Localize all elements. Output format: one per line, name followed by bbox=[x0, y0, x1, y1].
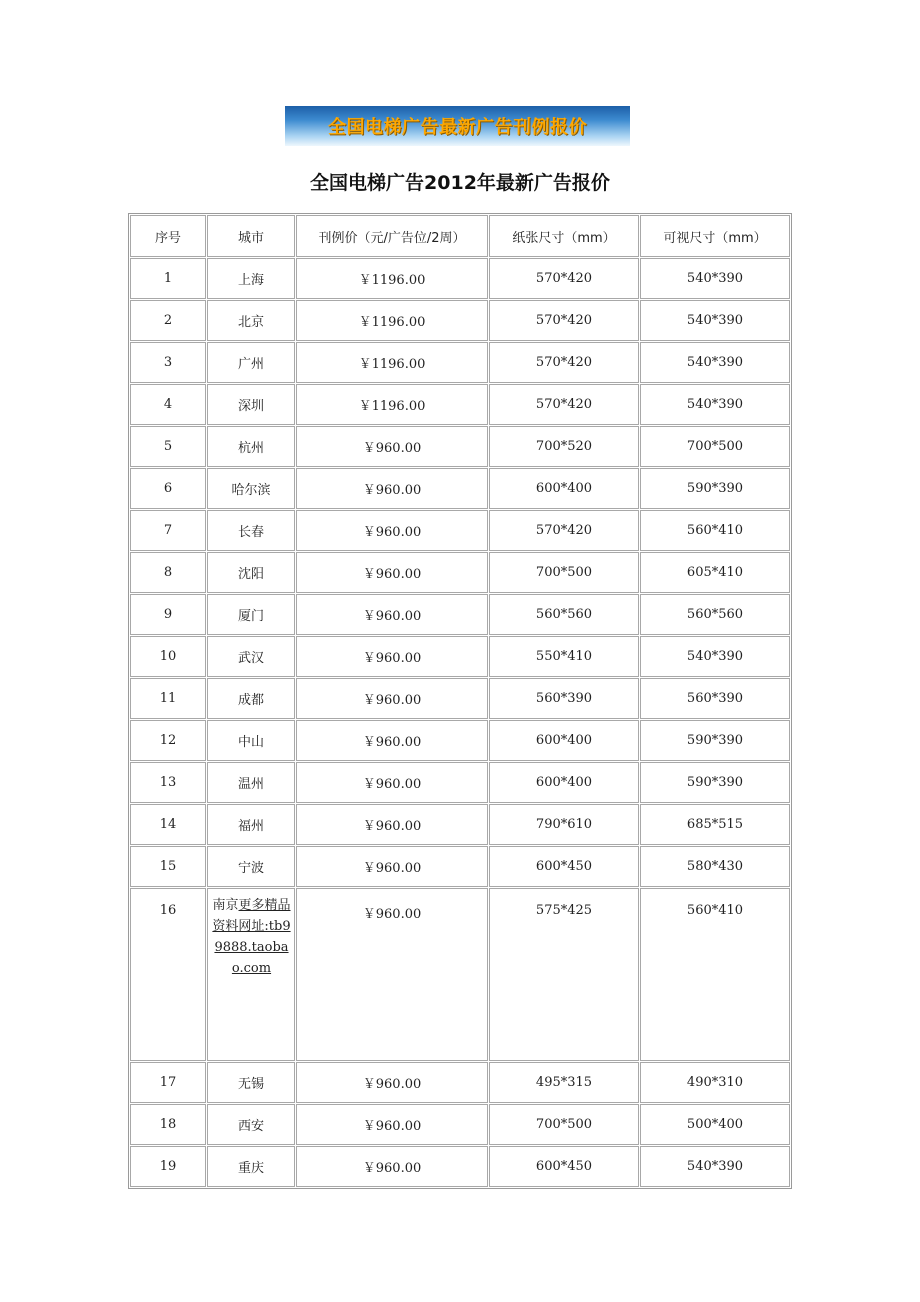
banner-text: 全国电梯广告最新广告刊例报价 bbox=[328, 117, 587, 138]
header-visible-size: 可视尺寸（mm） bbox=[640, 215, 790, 257]
row-price: ￥960.00 bbox=[296, 762, 488, 803]
row-city: 上海 bbox=[207, 258, 295, 299]
row-no: 4 bbox=[130, 384, 206, 425]
row-city: 厦门 bbox=[207, 594, 295, 635]
row-visible-size: 560*410 bbox=[640, 510, 790, 551]
row-price: ￥960.00 bbox=[296, 1104, 488, 1145]
row-visible-size: 590*390 bbox=[640, 468, 790, 509]
row-paper-size: 560*560 bbox=[489, 594, 639, 635]
row-paper-size: 570*420 bbox=[489, 258, 639, 299]
row-no: 5 bbox=[130, 426, 206, 467]
header-paper-size: 纸张尺寸（mm） bbox=[489, 215, 639, 257]
row-visible-size: 500*400 bbox=[640, 1104, 790, 1145]
row-city: 重庆 bbox=[207, 1146, 295, 1187]
row-no: 19 bbox=[130, 1146, 206, 1187]
row-price: ￥960.00 bbox=[296, 888, 488, 1061]
row-city: 广州 bbox=[207, 342, 295, 383]
table-row bbox=[130, 1062, 790, 1103]
row-visible-size: 540*390 bbox=[640, 258, 790, 299]
row-no: 17 bbox=[130, 1062, 206, 1103]
table-row bbox=[130, 300, 790, 341]
row-paper-size: 495*315 bbox=[489, 1062, 639, 1103]
row-paper-size: 550*410 bbox=[489, 636, 639, 677]
row-paper-size: 575*425 bbox=[489, 888, 639, 1061]
table-row bbox=[130, 888, 790, 1061]
row-city: 无锡 bbox=[207, 1062, 295, 1103]
table-row bbox=[130, 636, 790, 677]
row-city-note-link[interactable]: 更多精品资料网址:tb99888.taobao.com bbox=[212, 898, 291, 976]
row-paper-size: 600*450 bbox=[489, 846, 639, 887]
row-city: 温州 bbox=[207, 762, 295, 803]
row-price: ￥960.00 bbox=[296, 720, 488, 761]
table-row bbox=[130, 720, 790, 761]
row-visible-size: 590*390 bbox=[640, 762, 790, 803]
row-visible-size: 540*390 bbox=[640, 384, 790, 425]
header-no: 序号 bbox=[130, 215, 206, 257]
row-visible-size: 685*515 bbox=[640, 804, 790, 845]
row-paper-size: 700*500 bbox=[489, 1104, 639, 1145]
row-paper-size: 600*400 bbox=[489, 762, 639, 803]
row-price: ￥960.00 bbox=[296, 636, 488, 677]
row-visible-size: 580*430 bbox=[640, 846, 790, 887]
row-no: 15 bbox=[130, 846, 206, 887]
row-no: 1 bbox=[130, 258, 206, 299]
row-visible-size: 540*390 bbox=[640, 342, 790, 383]
row-visible-size: 560*410 bbox=[640, 888, 790, 1061]
row-city: 北京 bbox=[207, 300, 295, 341]
row-visible-size: 605*410 bbox=[640, 552, 790, 593]
table-header-row bbox=[130, 215, 790, 257]
row-city: 福州 bbox=[207, 804, 295, 845]
row-price: ￥1196.00 bbox=[296, 384, 488, 425]
row-price: ￥960.00 bbox=[296, 510, 488, 551]
table-row bbox=[130, 384, 790, 425]
row-city bbox=[207, 888, 295, 1061]
row-price: ￥960.00 bbox=[296, 678, 488, 719]
table-row bbox=[130, 846, 790, 887]
row-no: 7 bbox=[130, 510, 206, 551]
table-row bbox=[130, 594, 790, 635]
table-row bbox=[130, 510, 790, 551]
row-no: 8 bbox=[130, 552, 206, 593]
row-city: 武汉 bbox=[207, 636, 295, 677]
table-row bbox=[130, 762, 790, 803]
row-no: 13 bbox=[130, 762, 206, 803]
header-city: 城市 bbox=[207, 215, 295, 257]
row-city: 深圳 bbox=[207, 384, 295, 425]
table-row bbox=[130, 426, 790, 467]
row-paper-size: 570*420 bbox=[489, 510, 639, 551]
row-visible-size: 700*500 bbox=[640, 426, 790, 467]
row-visible-size: 540*390 bbox=[640, 636, 790, 677]
row-city: 中山 bbox=[207, 720, 295, 761]
page-title: 全国电梯广告2012年最新广告报价 bbox=[310, 172, 610, 194]
table-row bbox=[130, 552, 790, 593]
row-city-name: 南京 bbox=[212, 898, 239, 913]
row-no: 11 bbox=[130, 678, 206, 719]
row-paper-size: 600*400 bbox=[489, 468, 639, 509]
row-no: 2 bbox=[130, 300, 206, 341]
row-price: ￥960.00 bbox=[296, 468, 488, 509]
row-no: 12 bbox=[130, 720, 206, 761]
row-paper-size: 600*450 bbox=[489, 1146, 639, 1187]
title-banner bbox=[285, 106, 630, 146]
table-row bbox=[130, 1146, 790, 1187]
row-visible-size: 560*560 bbox=[640, 594, 790, 635]
row-visible-size: 590*390 bbox=[640, 720, 790, 761]
row-city: 宁波 bbox=[207, 846, 295, 887]
row-city: 西安 bbox=[207, 1104, 295, 1145]
row-visible-size: 560*390 bbox=[640, 678, 790, 719]
row-visible-size: 540*390 bbox=[640, 1146, 790, 1187]
row-no: 16 bbox=[130, 888, 206, 1061]
row-city: 沈阳 bbox=[207, 552, 295, 593]
row-city: 成都 bbox=[207, 678, 295, 719]
row-paper-size: 700*500 bbox=[489, 552, 639, 593]
table-row bbox=[130, 678, 790, 719]
header-price: 刊例价（元/广告位/2周） bbox=[296, 215, 488, 257]
row-visible-size: 490*310 bbox=[640, 1062, 790, 1103]
table-row bbox=[130, 1104, 790, 1145]
row-no: 3 bbox=[130, 342, 206, 383]
row-no: 6 bbox=[130, 468, 206, 509]
row-price: ￥960.00 bbox=[296, 594, 488, 635]
table-row bbox=[130, 804, 790, 845]
row-price: ￥960.00 bbox=[296, 552, 488, 593]
row-no: 9 bbox=[130, 594, 206, 635]
row-paper-size: 570*420 bbox=[489, 384, 639, 425]
row-price: ￥960.00 bbox=[296, 804, 488, 845]
row-paper-size: 560*390 bbox=[489, 678, 639, 719]
row-price: ￥960.00 bbox=[296, 426, 488, 467]
row-price: ￥960.00 bbox=[296, 1062, 488, 1103]
table-row bbox=[130, 468, 790, 509]
row-price: ￥1196.00 bbox=[296, 258, 488, 299]
row-visible-size: 540*390 bbox=[640, 300, 790, 341]
row-price: ￥1196.00 bbox=[296, 300, 488, 341]
row-no: 10 bbox=[130, 636, 206, 677]
row-price: ￥960.00 bbox=[296, 1146, 488, 1187]
row-no: 18 bbox=[130, 1104, 206, 1145]
row-paper-size: 790*610 bbox=[489, 804, 639, 845]
row-city: 长春 bbox=[207, 510, 295, 551]
row-no: 14 bbox=[130, 804, 206, 845]
row-city: 杭州 bbox=[207, 426, 295, 467]
row-paper-size: 570*420 bbox=[489, 300, 639, 341]
row-paper-size: 600*400 bbox=[489, 720, 639, 761]
table-row bbox=[130, 342, 790, 383]
row-price: ￥1196.00 bbox=[296, 342, 488, 383]
row-paper-size: 570*420 bbox=[489, 342, 639, 383]
row-paper-size: 700*520 bbox=[489, 426, 639, 467]
row-city: 哈尔滨 bbox=[207, 468, 295, 509]
table-row bbox=[130, 258, 790, 299]
price-table bbox=[128, 213, 792, 1189]
row-price: ￥960.00 bbox=[296, 846, 488, 887]
